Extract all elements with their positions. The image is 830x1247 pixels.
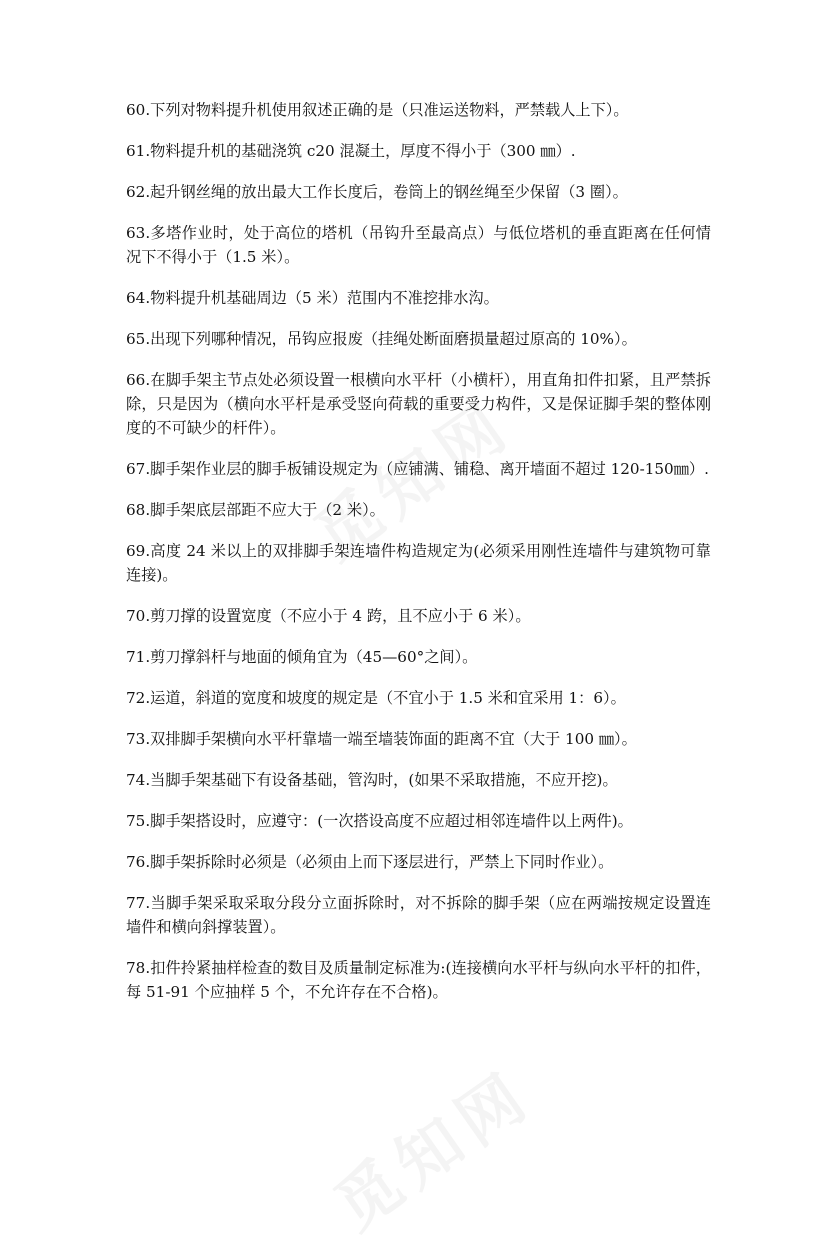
question-item: 70.剪刀撑的设置宽度（不应小于 4 跨，且不应小于 6 米）。: [126, 607, 531, 625]
question-item: 77.当脚手架采取采取分段分立面拆除时，对不拆除的脚手架（应在两端按规定设置连墙件和横向斜撑装置）。: [126, 894, 711, 936]
question-item: 78.扣件拎紧抽样检查的数目及质量制定标准为:(连接横向水平杆与纵向水平杆的扣件，每 51-91 个应抽样 5 个，不允许存在不合格)。: [126, 959, 711, 1001]
question-item: 60.下列对物料提升机使用叙述正确的是（只准运送物料，严禁载人上下）。: [126, 101, 629, 119]
question-item: 72.运道，斜道的宽度和坡度的规定是（不宜小于 1.5 米和宜采用 1：6）。: [126, 689, 626, 707]
question-item: 67.脚手架作业层的脚手板铺设规定为（应铺满、铺稳、离开墙面不超过 120-150㎜）.: [126, 460, 709, 478]
watermark-bottom: [314, 1045, 549, 1247]
question-list: [126, 98, 711, 1021]
question-item: 66.在脚手架主节点处必须设置一根横向水平杆（小横杆），用直角扣件扣紧，且严禁拆除，只是因为（横向水平杆是承受竖向荷载的重要受力构件，又是保证脚手架的整体刚度的不可缺少的杆件）。: [126, 371, 711, 437]
question-item: 74.当脚手架基础下有设备基础，管沟时，(如果不采取措施，不应开挖)。: [126, 771, 618, 789]
question-item: 62.起升钢丝绳的放出最大工作长度后，卷筒上的钢丝绳至少保留（3 圈）。: [126, 183, 628, 201]
question-item: 69.高度 24 米以上的双排脚手架连墙件构造规定为(必须采用刚性连墙件与建筑物可靠连接)。: [126, 542, 711, 584]
question-item: 75.脚手架搭设时，应遵守：(一次搭设高度不应超过相邻连墙件以上两件)。: [126, 812, 633, 830]
question-item: 65.出现下列哪种情况，吊钩应报废（挂绳处断面磨损量超过原高的 10%）。: [126, 330, 637, 348]
question-item: 71.剪刀撑斜杆与地面的倾角宜为（45—60°之间）。: [126, 648, 478, 666]
question-item: 73.双排脚手架横向水平杆靠墙一端至墙装饰面的距离不宜（大于 100 ㎜）。: [126, 730, 637, 748]
question-item: 61.物料提升机的基础浇筑 c20 混凝土，厚度不得小于（300 ㎜）.: [126, 142, 576, 160]
question-item: 64.物料提升机基础周边（5 米）范围内不准挖排水沟。: [126, 289, 499, 307]
question-item: 76.脚手架拆除时必须是（必须由上而下逐层进行，严禁上下同时作业）。: [126, 853, 614, 871]
question-item: 68.脚手架底层部距不应大于（2 米）。: [126, 501, 385, 519]
question-item: 63.多塔作业时，处于高位的塔机（吊钩升至最高点）与低位塔机的垂直距离在任何情况下不得小于（1.5 米）。: [126, 224, 711, 266]
